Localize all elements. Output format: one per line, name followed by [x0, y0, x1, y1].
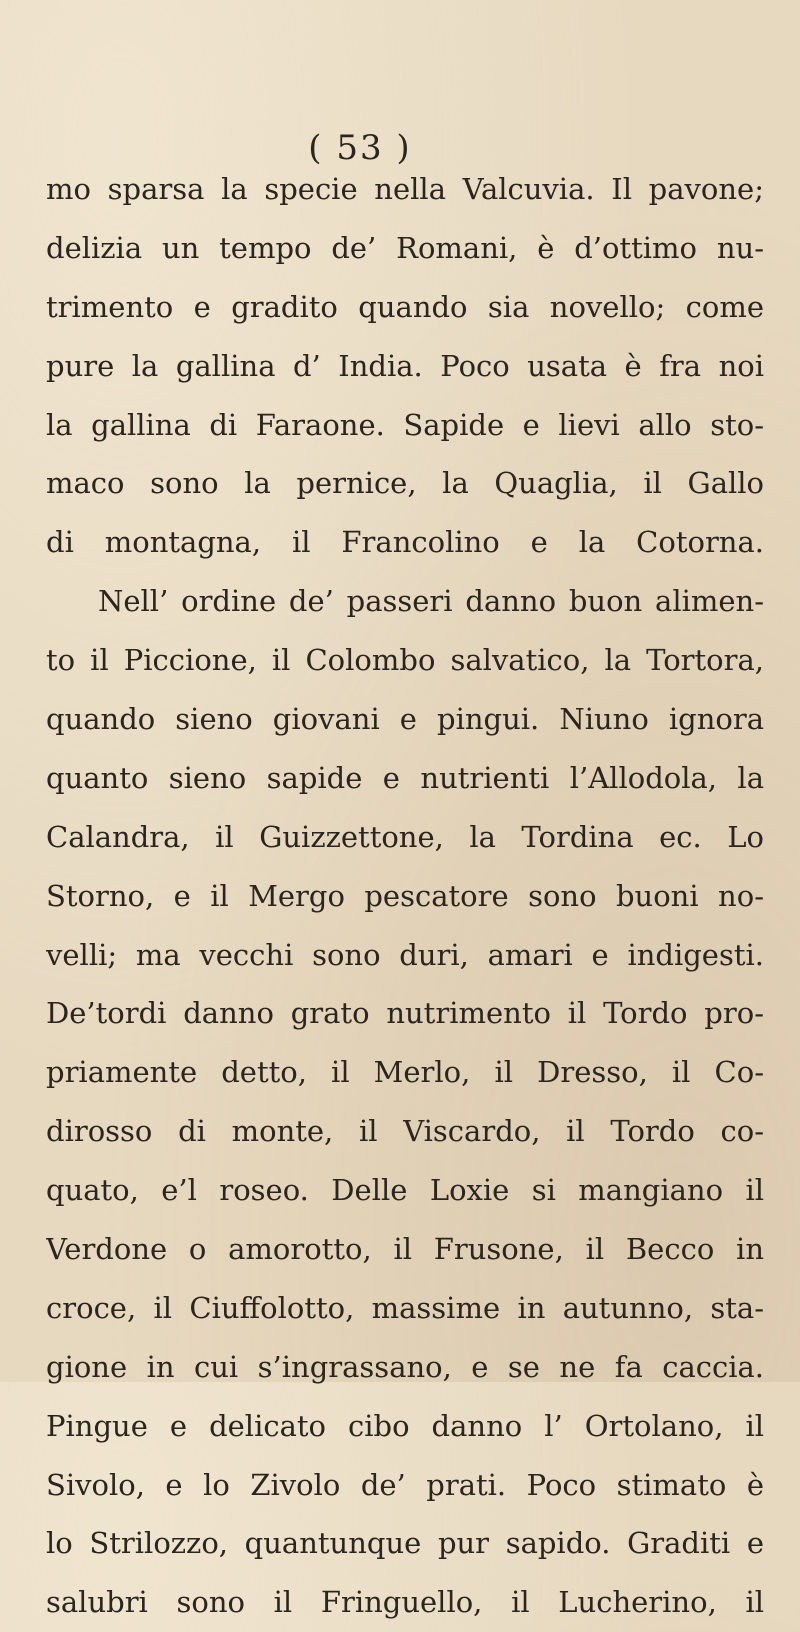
text-line: pure la gallina d’ India. Poco usata è fra noi — [46, 348, 764, 383]
text-line: Verdone o amorotto, il Frusone, il Becco in — [46, 1232, 764, 1267]
text-line: Nell’ ordine de’ passeri danno buon alimen- — [98, 584, 764, 619]
text-line: to il Piccione, il Colombo salvatico, la Tortora, — [46, 643, 764, 678]
text-line: quato, e’l roseo. Delle Loxie si mangiano il — [46, 1173, 764, 1208]
text-line: di montagna, il Francolino e la Cotorna. — [46, 525, 764, 560]
text-line: trimento e gradito quando sia novello; come — [46, 289, 764, 324]
text-line: Pingue e delicato cibo danno l’ Ortolano, il — [46, 1408, 764, 1443]
text-line: salubri sono il Fringuello, il Lucherino, il — [46, 1585, 764, 1620]
text-line: Calandra, il Guizzettone, la Tordina ec. Lo — [46, 819, 764, 854]
text-line: quanto sieno sapide e nutrienti l’Allodola, la — [46, 760, 764, 795]
text-line: maco sono la pernice, la Quaglia, il Gallo — [46, 466, 764, 501]
text-line: priamente detto, il Merlo, il Dresso, il Co- — [46, 1055, 764, 1090]
text-line: Storno, e il Mergo pescatore sono buoni no- — [46, 878, 764, 913]
text-line: croce, il Ciuffolotto, massime in autunno, sta- — [46, 1290, 764, 1325]
text-line: la gallina di Faraone. Sapide e lievi allo sto- — [46, 407, 764, 442]
text-line: mo sparsa la specie nella Valcuvia. Il pavone; — [46, 172, 764, 206]
text-line: dirosso di monte, il Viscardo, il Tordo co- — [46, 1114, 764, 1149]
text-line: velli; ma vecchi sono duri, amari e indigesti. — [46, 937, 764, 972]
text-line: quando sieno giovani e pingui. Niuno ignora — [46, 702, 764, 737]
text-line: Sivolo, e lo Zivolo de’ prati. Poco stimato è — [46, 1467, 764, 1502]
text-line: delizia un tempo de’ Romani, è d’ottimo nu- — [46, 230, 764, 265]
text-line: gione in cui s’ingrassano, e se ne fa caccia. — [46, 1349, 764, 1384]
text-line: De’tordi danno grato nutrimento il Tordo pro- — [46, 996, 764, 1031]
text-line: lo Strilozzo, quantunque pur sapido. Graditi e — [46, 1526, 764, 1561]
body-text — [46, 160, 764, 1632]
page-number: ( 53 ) — [308, 128, 412, 168]
